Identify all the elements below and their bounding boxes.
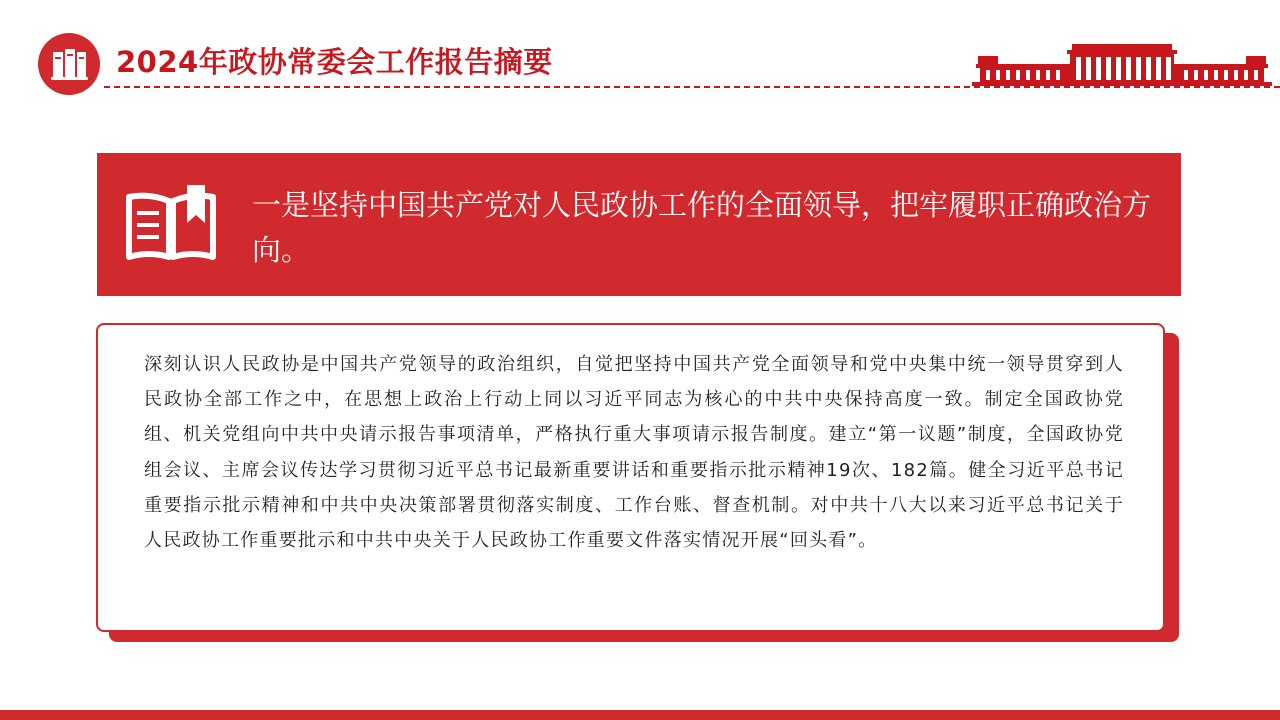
page-title: 2024年政协常委会工作报告摘要: [116, 45, 553, 79]
title-divider: [104, 86, 1280, 88]
open-book-icon: [123, 183, 219, 269]
content-card: [96, 323, 1165, 632]
great-hall-building-icon: [972, 42, 1272, 86]
bottom-bar: [0, 710, 1280, 720]
card-body-text: 深刻认识人民政协是中国共产党领导的政治组织，自觉把坚持中国共产党全面领导和党中央集中统一领导贯穿到人民政协全部工作之中，在思想上政治上行动上同以习近平同志为核心的中共中央保持高度一致。制定全国政协党组、机关党组向中共中央请示报告事项清单，严格执行重大事项请示报告制度。建立“第一议题”制度，全国政协党组会议、主席会议传达学习贯彻习近平总书记最新重要讲话和重要指示批示精神19次、182篇。健全习近平总书记重要指示批示精神和中共中央决策部署贯彻落实制度、工作台账、督查机制。对中共十八大以来习近平总书记关于人民政协工作重要批示和中共中央关于人民政协工作重要文件落实情况开展“回头看”。: [144, 354, 1124, 552]
section-heading: 一是坚持中国共产党对人民政协工作的全面领导，把牢履职正确政治方向。: [252, 188, 1152, 267]
section-banner: [97, 153, 1181, 296]
books-icon: [38, 33, 100, 95]
logo-badge: [38, 33, 100, 95]
